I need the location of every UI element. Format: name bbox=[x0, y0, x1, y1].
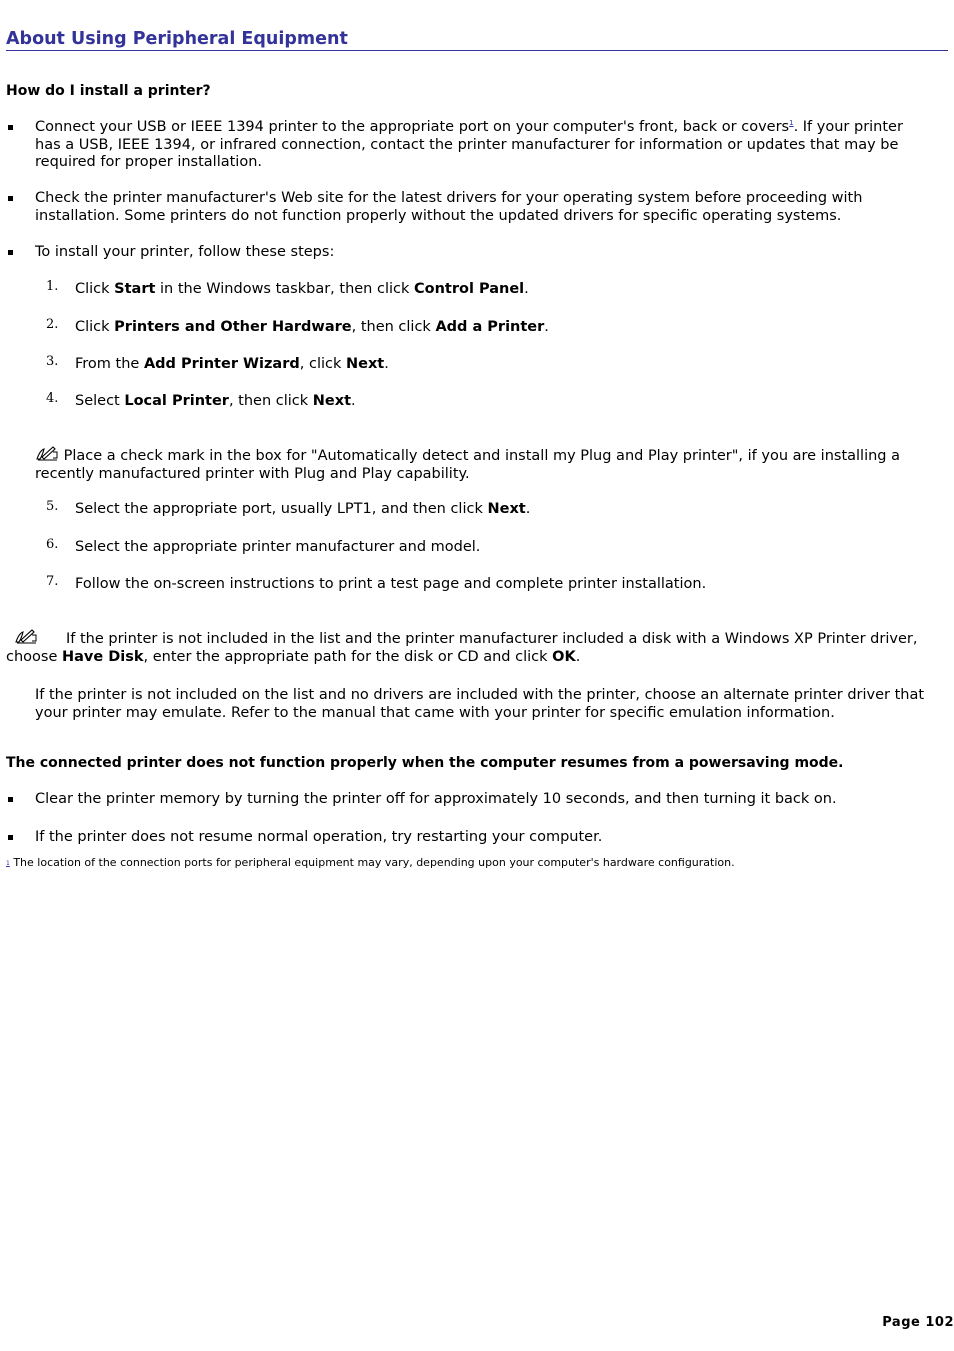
bullet-square-icon bbox=[8, 835, 13, 840]
footnote: 1 The location of the connection ports for peripheral equipment may vary, depending upon your computer's hardware configuration. bbox=[6, 856, 735, 869]
step-3: 3. From the Add Printer Wizard, click Next. bbox=[46, 354, 389, 372]
bullet-connect-printer: Connect your USB or IEEE 1394 printer to the appropriate port on your computer's front, back or covers$^1$. If your printer has a USB, IEEE 1394, or infrared connection, contact the printer manufacturer for information or updates that may be required for proper installation. bbox=[6, 119, 906, 172]
step-5: 5. Select the appropriate port, usually LPT1, and then click Next. bbox=[46, 499, 531, 517]
page-title: About Using Peripheral Equipment bbox=[6, 28, 948, 51]
footnote-back-link[interactable]: 1 bbox=[6, 860, 10, 867]
page-number: Page 102 bbox=[882, 1315, 954, 1330]
bullet-square-icon bbox=[8, 125, 13, 130]
bullet-clear-memory: Clear the printer memory by turning the printer off for approximately 10 seconds, and then turning it back on. bbox=[6, 791, 906, 809]
note-pen-icon bbox=[14, 627, 38, 645]
step-2: 2. Click Printers and Other Hardware, then click Add a Printer. bbox=[46, 317, 549, 335]
step-6: 6. Select the appropriate printer manufacturer and model. bbox=[46, 537, 481, 555]
bullet-install-steps: To install your printer, follow these steps: bbox=[6, 244, 906, 262]
footnote-ref-link[interactable]: 1 bbox=[789, 119, 794, 128]
bullet-restart-computer: If the printer does not resume normal operation, try restarting your computer. bbox=[6, 829, 906, 847]
note-have-disk: If the printer is not included in the list and the printer manufacturer included a disk with a Windows XP Printer driver, choose Have Disk, enter the appropriate path for the disk or CD and click OK. bbox=[6, 627, 926, 666]
bullet-square-icon bbox=[8, 250, 13, 255]
step-1: 1. Click Start in the Windows taskbar, then click Control Panel. bbox=[46, 279, 529, 297]
bullet-check-drivers: Check the printer manufacturer's Web site for the latest drivers for your operating system before proceeding with installation. Some printers do not function properly without the updated drivers for specific operating systems. bbox=[6, 190, 906, 225]
step-7: 7. Follow the on-screen instructions to print a test page and complete printer installation. bbox=[46, 574, 707, 592]
note-pen-icon bbox=[35, 444, 59, 462]
bullet-square-icon bbox=[8, 196, 13, 201]
alternate-driver-paragraph: If the printer is not included on the list and no drivers are included with the printer, choose an alternate printer driver that your printer may emulate. Refer to the manual that came with your printer for specific emulation information. bbox=[35, 687, 925, 721]
step-4: 4. Select Local Printer, then click Next. bbox=[46, 391, 356, 409]
bullet-square-icon bbox=[8, 797, 13, 802]
note-plug-and-play: Place a check mark in the box for "Automatically detect and install my Plug and Play printer", if you are installing a recently manufactured printer with Plug and Play capability. bbox=[35, 444, 940, 483]
section-heading-install-printer: How do I install a printer? bbox=[6, 83, 211, 99]
section-heading-powersaving: The connected printer does not function properly when the computer resumes from a powersaving mode. bbox=[6, 755, 844, 771]
